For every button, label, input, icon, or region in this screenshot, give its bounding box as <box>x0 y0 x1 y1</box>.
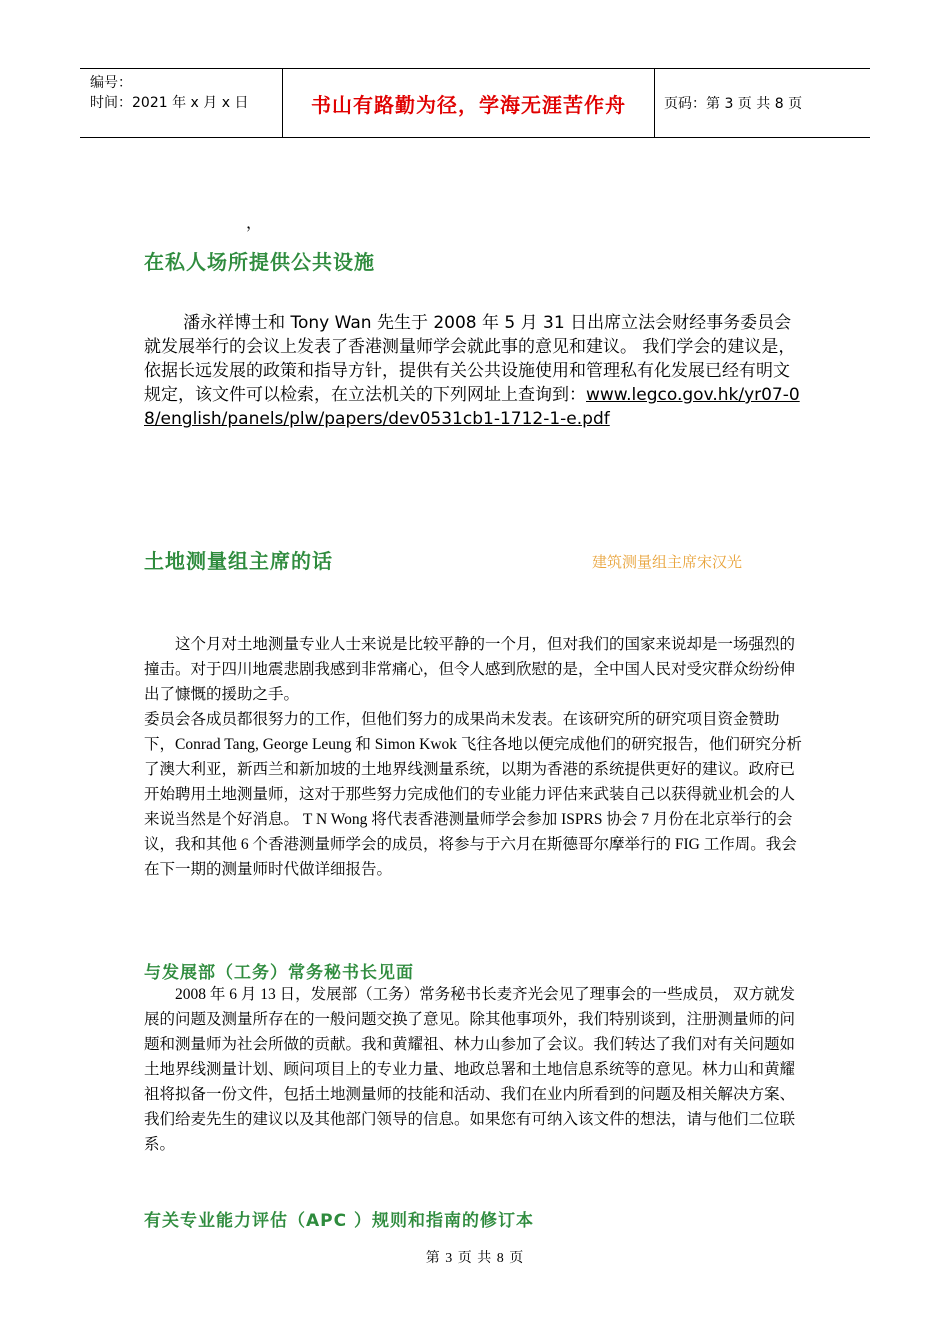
header-motto: 书山有路勤为径，学海无涯苦作舟 <box>311 92 626 117</box>
section-body-public-facilities <box>144 311 804 431</box>
document-number-label: 编号： <box>90 75 132 91</box>
paragraph: 这个月对土地测量专业人士来说是比较平静的一个月，但对我们的国家来说却是一场强烈的撞击。对于四川地震悲剧我感到非常痛心，但令人感到欣慰的是，全中国人民对受灾群众纷纷伸出了慷慨的援助之手。 <box>144 636 796 703</box>
section-body-land-survey-chair <box>144 632 808 882</box>
legco-document-link[interactable]: www.legco.gov.hk/yr07-08/english/panels/plw/papers/dev0531cb1-1712-1-e.pdf <box>144 385 800 429</box>
section-byline: 建筑测量组主席宋汉光 <box>592 555 743 571</box>
document-date: 时间：2021 年 x 月 x 日 <box>90 95 249 111</box>
section-heading-meeting: 与发展部（工务）常务秘书长见面 <box>144 963 414 983</box>
paragraph: 2008 年 6 月 13 日，发展部（工务）常务秘书长麦齐光会见了理事会的一些成员， 双方就发展的问题及测量所存在的一般问题交换了意见。除其他事项外，我们特别谈到，注册测量师的问题和测量师为社会所做的贡献。我和黄耀祖、林力山参加了会议。我们转达了我们对有关问题如土地界线测量计划、顾问项目上的专业力量、地政总署和土地信息系统等的意见。林力山和黄耀祖将拟备一份文件，包括土地测量师的技能和活动、我们在业内所看到的问题及相关解决方案、我们给麦先生的建议以及其他部门领导的信息。如果您有可纳入该文件的想法，请与他们二位联系。 <box>144 986 796 1153</box>
header-divider <box>654 69 655 137</box>
paragraph: 委员会各成员都很努力的工作，但他们努力的成果尚未发表。在该研究所的研究项目资金赞助下，Conrad Tang, George Leung 和 Simon Kwok 飞往各地以便完成他们的研究报告，他们研究分析了澳大利亚，新西兰和新加坡的土地界线测量系统，以期为香港的系统提供更好的建议。政府已开始聘用土地测量师，这对于那些努力完成他们的专业能力评估来武装自己以获得就业机会的人来说当然是个好消息。 T N Wong 将代表香港测量师学会参加 ISPRS 协会 7 月份在北京举行的会议，我和其他 6 个香港测量师学会的成员，将参与于六月在斯德哥尔摩举行的 FIG 工作周。我会在下一期的测量师时代做详细报告。 <box>144 711 802 878</box>
section-body-meeting <box>144 982 808 1157</box>
page-footer: 第 3 页 共 8 页 <box>425 1251 525 1266</box>
section-heading-public-facilities: 在私人场所提供公共设施 <box>144 250 375 274</box>
stray-comma: ， <box>246 213 263 232</box>
section-body-text: 潘永祥博士和 Tony Wan 先生于 2008 年 5 月 31 日出席立法会财经事务委员会就发展举行的会议上发表了香港测量师学会就此事的意见和建议。 我们学会的建议是，依据长远发展的政策和指导方针，提供有关公共设施使用和管理私有化发展已经有明文规定，该文件可以检索，在立法机关的下列网址上查询到： <box>144 313 796 405</box>
section-heading-apc-revision: 有关专业能力评估（APC ）规则和指南的修订本 <box>144 1211 535 1231</box>
page-header <box>80 68 870 138</box>
header-meta <box>90 73 280 113</box>
section-heading-land-survey-chair: 土地测量组主席的话 <box>144 549 333 573</box>
header-page-info: 页码：第 3 页 共 8 页 <box>664 96 803 112</box>
